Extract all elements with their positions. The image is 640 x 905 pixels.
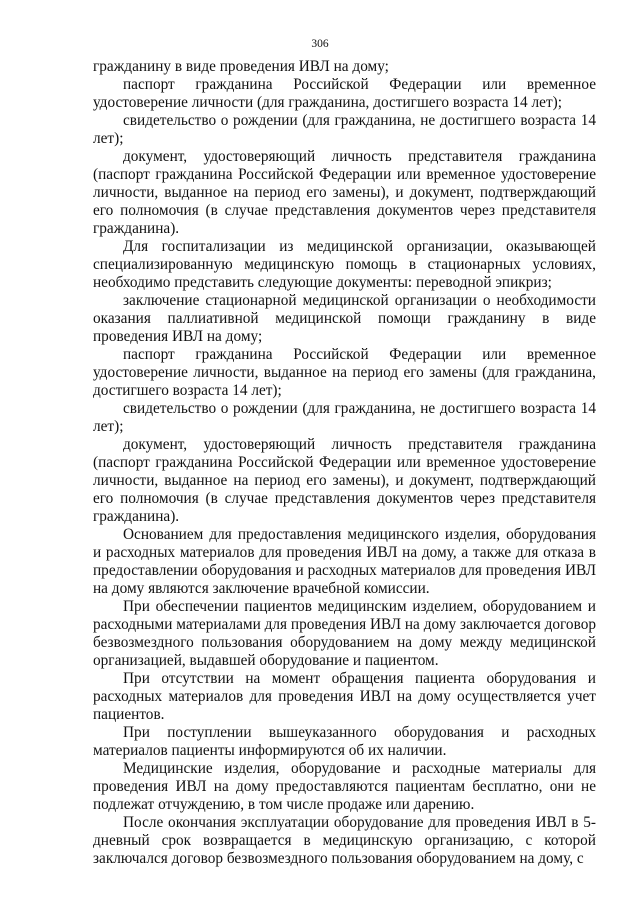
- paragraph: При поступлении вышеуказанного оборудования и расходных материалов пациенты информируются об их наличии.: [93, 724, 596, 759]
- paragraph: паспорт гражданина Российской Федерации или временное удостоверение личности, выданное на период его замены (для гражданина, достигшего возраста 14 лет);: [93, 346, 596, 399]
- paragraph: свидетельство о рождении (для гражданина, не достигшего возраста 14 лет);: [93, 400, 596, 435]
- paragraph: Медицинские изделия, оборудование и расходные материалы для проведения ИВЛ на дому предоставляются пациентам бесплатно, они не подлежат отчуждению, в том числе продаже или дарению.: [93, 760, 596, 813]
- paragraph: При обеспечении пациентов медицинским изделием, оборудованием и расходными материалами для проведения ИВЛ на дому заключается договор безвозмездного пользования оборудованием на дому между медицинской организацией, выдавшей оборудование и пациентом.: [93, 598, 596, 669]
- paragraph: гражданину в виде проведения ИВЛ на дому;: [93, 58, 389, 75]
- document-body: [93, 58, 596, 868]
- paragraph: При отсутствии на момент обращения пациента оборудования и расходных материалов для проведения ИВЛ на дому осуществляется учет пациентов.: [93, 670, 596, 723]
- paragraph: свидетельство о рождении (для гражданина, не достигшего возраста 14 лет);: [93, 112, 596, 147]
- paragraph: Основанием для предоставления медицинского изделия, оборудования и расходных материалов для проведения ИВЛ на дому, а также для отказа в предоставлении оборудования и расходных материалов для проведения ИВЛ на дому являются заключение врачебной комиссии.: [93, 526, 596, 597]
- paragraph: паспорт гражданина Российской Федерации или временное удостоверение личности (для гражданина, достигшего возраста 14 лет);: [93, 76, 596, 111]
- paragraph: заключение стационарной медицинской организации о необходимости оказания паллиативной медицинской помощи гражданину в виде проведения ИВЛ на дому;: [93, 292, 596, 345]
- paragraph: Для госпитализации из медицинской организации, оказывающей специализированную медицинскую помощь в стационарных условиях, необходимо представить следующие документы: переводной эпикриз;: [93, 238, 596, 291]
- paragraph: После окончания эксплуатации оборудование для проведения ИВЛ в 5-дневный срок возвращается в медицинскую организацию, с которой заключался договор безвозмездного пользования оборудованием на дому, с: [93, 814, 596, 867]
- paragraph: документ, удостоверяющий личность представителя гражданина (паспорт гражданина Российской Федерации или временное удостоверение личности, выданное на период его замены), и документ, подтверждающий его полномочия (в случае представления документов через представителя гражданина).: [93, 148, 596, 237]
- paragraph: документ, удостоверяющий личность представителя гражданина (паспорт гражданина Российской Федерации или временное удостоверение личности, выданное на период его замены), и документ, подтверждающий его полномочия (в случае представления документов через представителя гражданина).: [93, 436, 596, 525]
- page-number: 306: [311, 38, 329, 50]
